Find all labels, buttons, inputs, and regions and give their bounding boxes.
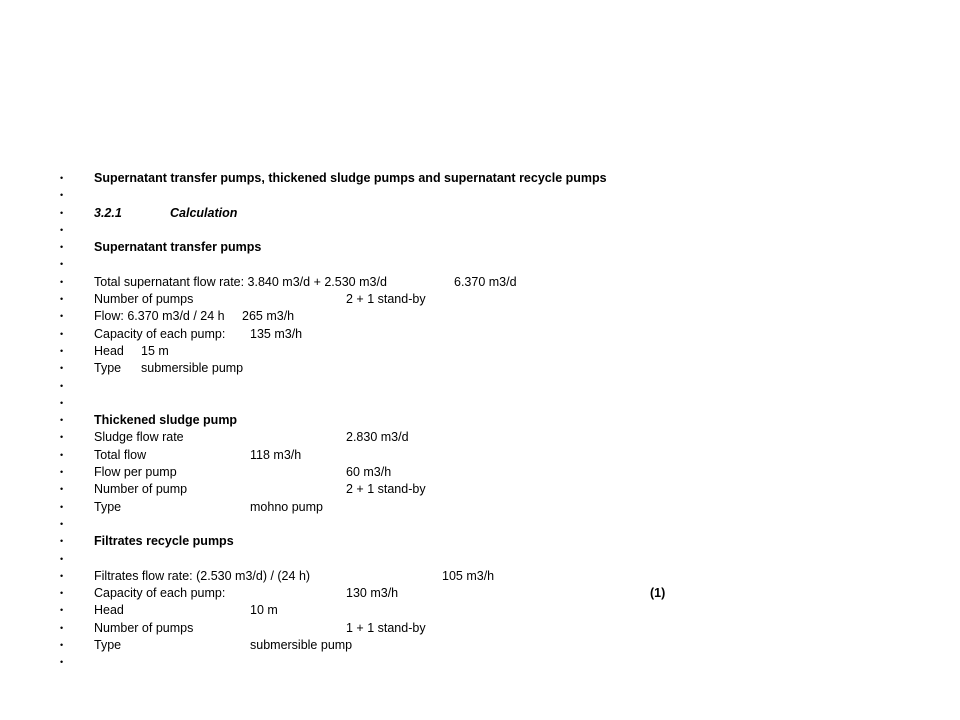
list-item bbox=[60, 637, 920, 654]
bullet-icon: • bbox=[60, 397, 64, 408]
footnote-marker: (1) bbox=[650, 586, 666, 601]
row-value: mohno pump bbox=[250, 499, 323, 514]
bullet-icon: • bbox=[60, 173, 64, 183]
row-value: submersible pump bbox=[141, 361, 244, 376]
bullet-icon: • bbox=[60, 207, 64, 218]
bullet-icon: • bbox=[60, 553, 64, 564]
list-item bbox=[60, 464, 920, 481]
bullet-icon: • bbox=[60, 294, 64, 305]
row-label: Number of pumps bbox=[94, 292, 194, 307]
bullet-icon: • bbox=[60, 311, 64, 322]
bullet-icon: • bbox=[60, 190, 64, 201]
row-value: 2 + 1 stand-by bbox=[346, 292, 426, 307]
row-label: Filtrates flow rate: (2.530 m3/d) / (24 h) bbox=[94, 568, 311, 583]
bullet-icon: • bbox=[60, 570, 64, 581]
row-label: Capacity of each pump: bbox=[94, 586, 226, 601]
list-item bbox=[60, 239, 920, 256]
list-item bbox=[60, 291, 920, 308]
list-item bbox=[60, 568, 920, 585]
bullet-icon: • bbox=[60, 328, 64, 339]
row-label: Capacity of each pump: bbox=[94, 326, 226, 341]
row-label: Head bbox=[94, 603, 124, 618]
row-label: Number of pump bbox=[94, 482, 188, 497]
row-label: Total supernatant flow rate: 3.840 m3/d + 2.530 m3/d bbox=[94, 274, 387, 289]
row-label: Number of pumps bbox=[94, 620, 194, 635]
list-item bbox=[60, 551, 920, 568]
bullet-icon: • bbox=[60, 449, 64, 460]
bullet-icon: • bbox=[60, 536, 64, 547]
row-label: Flow: 6.370 m3/d / 24 h bbox=[94, 309, 225, 324]
list-item bbox=[60, 620, 920, 637]
row-label: Flow per pump bbox=[94, 465, 177, 480]
row-value: 2 + 1 stand-by bbox=[346, 482, 426, 497]
bullet-icon: • bbox=[60, 345, 64, 356]
section-title: Calculation bbox=[170, 205, 238, 220]
list-item bbox=[60, 447, 920, 464]
row-label: Sludge flow rate bbox=[94, 430, 184, 445]
list-item bbox=[60, 360, 920, 377]
bullet-icon: • bbox=[60, 484, 64, 495]
row-value: submersible pump bbox=[250, 638, 353, 653]
row-value: 2.830 m3/d bbox=[346, 430, 409, 445]
section-number: 3.2.1 bbox=[94, 205, 122, 220]
list-item bbox=[60, 429, 920, 446]
list-item bbox=[60, 602, 920, 619]
row-label: Head bbox=[94, 343, 124, 358]
list-item bbox=[60, 585, 920, 602]
list-item bbox=[60, 516, 920, 533]
row-value: 60 m3/h bbox=[346, 465, 392, 480]
list-item bbox=[60, 274, 920, 291]
bullet-icon: • bbox=[60, 380, 64, 391]
row-label: Total flow bbox=[94, 447, 147, 462]
list-item bbox=[60, 499, 920, 516]
bullet-icon: • bbox=[60, 363, 64, 374]
list-item bbox=[60, 395, 920, 412]
main-heading: Supernatant transfer pumps, thickened sludge pumps and supernatant recycle pumps bbox=[94, 171, 607, 185]
row-value: 130 m3/h bbox=[346, 586, 399, 601]
list-item bbox=[60, 308, 920, 325]
bullet-icon: • bbox=[60, 501, 64, 512]
row-value: 10 m bbox=[250, 603, 278, 618]
row-value: 135 m3/h bbox=[250, 326, 303, 341]
row-value: 265 m3/h bbox=[242, 309, 295, 324]
bullet-icon: • bbox=[60, 415, 64, 426]
sub-heading-sludge: Thickened sludge pump bbox=[94, 413, 238, 428]
list-item bbox=[60, 205, 920, 222]
row-value: 6.370 m3/d bbox=[454, 274, 517, 289]
list-item bbox=[60, 533, 920, 550]
bullet-icon: • bbox=[60, 432, 64, 443]
bullet-icon: • bbox=[60, 622, 64, 633]
list-item bbox=[60, 412, 920, 429]
list-item bbox=[60, 343, 920, 360]
bullet-icon: • bbox=[60, 242, 64, 253]
bullet-icon: • bbox=[60, 588, 64, 599]
list-item bbox=[60, 481, 920, 498]
list-item bbox=[60, 326, 920, 343]
bullet-icon: • bbox=[60, 276, 64, 287]
sub-heading-filtrates: Filtrates recycle pumps bbox=[94, 534, 234, 549]
list-item bbox=[60, 222, 920, 239]
row-value: 118 m3/h bbox=[250, 447, 302, 462]
bullet-icon: • bbox=[60, 605, 64, 616]
sub-heading-transfer: Supernatant transfer pumps bbox=[94, 240, 262, 255]
list-item bbox=[60, 654, 920, 671]
row-label: Type bbox=[94, 638, 122, 653]
row-value: 15 m bbox=[141, 343, 169, 358]
list-item bbox=[60, 170, 920, 187]
row-label: Type bbox=[94, 499, 122, 514]
row-label: Type bbox=[94, 361, 122, 376]
bullet-list bbox=[60, 170, 920, 672]
list-item bbox=[60, 378, 920, 395]
list-item bbox=[60, 187, 920, 204]
bullet-icon: • bbox=[60, 518, 64, 529]
bullet-icon: • bbox=[60, 467, 64, 478]
bullet-icon: • bbox=[60, 259, 64, 270]
list-item bbox=[60, 256, 920, 273]
row-value: 1 + 1 stand-by bbox=[346, 620, 426, 635]
row-value: 105 m3/h bbox=[442, 568, 495, 583]
bullet-icon: • bbox=[60, 224, 64, 235]
bullet-icon: • bbox=[60, 640, 64, 651]
bullet-icon: • bbox=[60, 657, 64, 668]
